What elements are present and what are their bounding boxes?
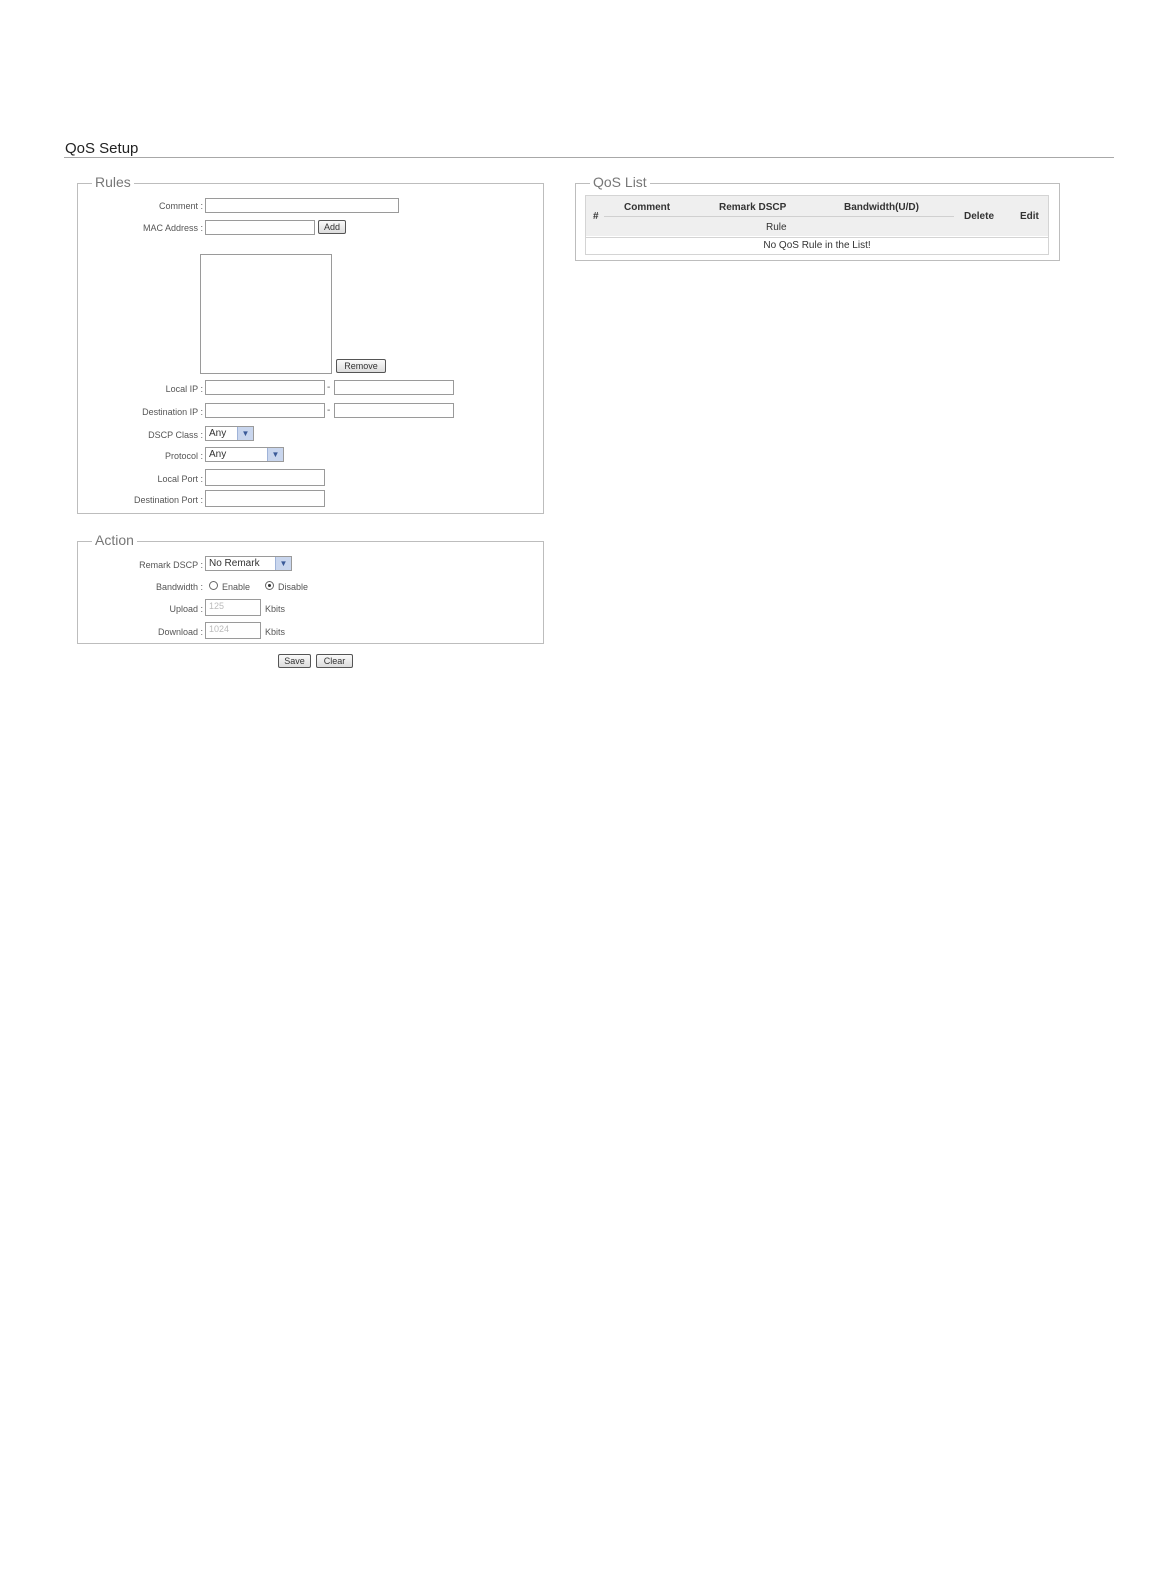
bandwidth-disable-label: Disable [278,582,309,592]
upload-input[interactable]: 125 [205,599,261,616]
chevron-down-icon: ▼ [275,557,291,570]
remark-dscp-value: No Remark [209,558,260,569]
col-header-delete: Delete [964,211,995,222]
col-header-comment: Comment [624,202,671,213]
destination-port-input[interactable] [205,490,325,507]
qos-list-header [586,196,1048,236]
remark-dscp-select[interactable] [205,556,292,571]
action-legend: Action [92,532,137,548]
add-mac-button[interactable]: Add [318,220,346,234]
destination-ip-label: Destination IP : [142,407,203,417]
bandwidth-disable-radio[interactable] [265,581,274,590]
chevron-down-icon: ▼ [267,448,283,461]
local-port-input[interactable] [205,469,325,486]
mac-address-input[interactable] [205,220,315,235]
mac-address-label: MAC Address : [142,223,203,233]
local-ip-label: Local IP : [165,384,203,394]
download-unit: Kbits [265,627,286,637]
destination-port-label: Destination Port : [133,495,203,505]
destination-ip-start-input[interactable] [205,403,325,418]
comment-input[interactable] [205,198,399,213]
qos-list-table [585,195,1049,255]
bandwidth-enable-label: Enable [222,582,251,592]
remark-dscp-label: Remark DSCP : [139,560,203,570]
protocol-label: Protocol : [164,451,203,461]
page-title: QoS Setup [65,140,139,157]
mac-address-list[interactable] [200,254,332,374]
download-input[interactable]: 1024 [205,622,261,639]
col-header-num: # [593,211,599,222]
title-divider [64,157,1114,158]
remove-mac-button[interactable]: Remove [336,359,386,373]
dscp-class-select[interactable] [205,426,254,441]
rules-legend: Rules [92,174,134,190]
col-header-rule: Rule [766,222,787,233]
dscp-class-value: Any [209,428,227,439]
destination-ip-range-separator: - [327,405,331,416]
dscp-class-label: DSCP Class : [148,430,203,440]
local-ip-start-input[interactable] [205,380,325,395]
upload-label: Upload : [169,604,203,614]
bandwidth-label: Bandwidth : [155,582,203,592]
chevron-down-icon: ▼ [237,427,253,440]
destination-ip-end-input[interactable] [334,403,454,418]
qos-list-legend: QoS List [590,174,650,190]
col-header-remark-dscp: Remark DSCP [719,202,787,213]
col-header-edit: Edit [1020,211,1039,222]
local-ip-end-input[interactable] [334,380,454,395]
upload-unit: Kbits [265,604,286,614]
protocol-select[interactable] [205,447,284,462]
protocol-value: Any [209,449,227,460]
header-divider [604,216,954,217]
qos-list-empty-message: No QoS Rule in the List! [586,237,1048,256]
bandwidth-enable-radio[interactable] [209,581,218,590]
save-button[interactable]: Save [278,654,311,668]
local-ip-range-separator: - [327,382,331,393]
local-port-label: Local Port : [157,474,203,484]
download-label: Download : [157,627,203,637]
comment-label: Comment : [158,201,203,211]
col-header-bandwidth: Bandwidth(U/D) [844,202,919,213]
clear-button[interactable]: Clear [316,654,353,668]
